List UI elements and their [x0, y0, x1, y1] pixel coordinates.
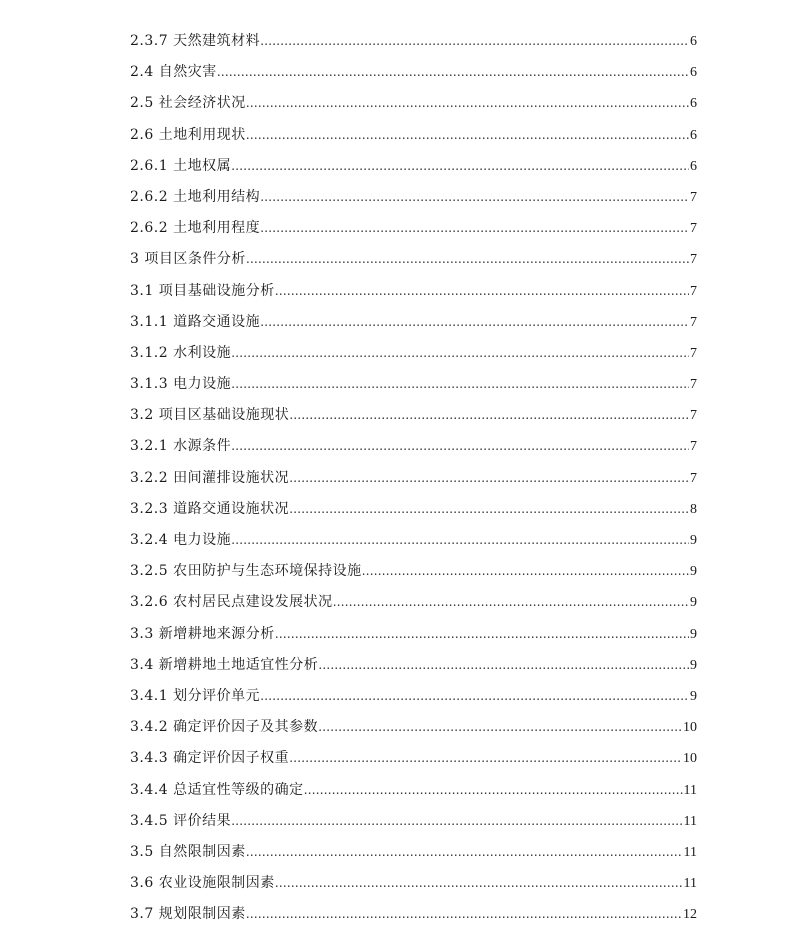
toc-dot-leader	[260, 307, 689, 338]
toc-entry[interactable]	[130, 868, 697, 899]
toc-entry[interactable]	[130, 88, 697, 119]
toc-entry-page-number: 10	[683, 720, 697, 736]
toc-dot-leader	[231, 806, 682, 837]
toc-dot-leader	[289, 494, 689, 525]
toc-entry[interactable]	[130, 57, 697, 88]
toc-entry-label: 3.4.2 确定评价因子及其参数	[130, 719, 319, 736]
toc-dot-leader	[289, 400, 689, 431]
toc-entry[interactable]	[130, 26, 697, 57]
toc-entry-label: 3.7 规划限制因素	[130, 906, 246, 923]
toc-entry-label: 3.1.1 道路交通设施	[130, 313, 261, 330]
toc-entry[interactable]	[130, 587, 697, 618]
toc-entry-label: 3.4.3 确定评价因子权重	[130, 750, 290, 767]
toc-dot-leader	[246, 244, 689, 275]
toc-dot-leader	[289, 463, 689, 494]
toc-entry-page-number: 11	[683, 876, 697, 892]
toc-entry[interactable]	[130, 743, 697, 774]
toc-entry-page-number: 12	[683, 907, 697, 923]
toc-entry-label: 2.6.1 土地权属	[130, 157, 232, 174]
toc-dot-leader	[231, 151, 689, 182]
toc-entry-page-number: 6	[690, 96, 697, 112]
toc-entry-page-number: 8	[690, 501, 697, 517]
toc-entry-page-number: 7	[690, 221, 697, 237]
toc-entry[interactable]	[130, 307, 697, 338]
table-of-contents	[130, 26, 697, 930]
toc-entry-page-number: 7	[690, 283, 697, 299]
toc-entry-label: 3.1.2 水利设施	[130, 344, 232, 361]
toc-entry-page-number: 6	[690, 158, 697, 174]
toc-entry-label: 3.2.4 电力设施	[130, 532, 232, 548]
toc-entry-page-number: 10	[683, 751, 697, 767]
toc-entry-label: 3.4.4 总适宜性等级的确定	[130, 781, 304, 798]
toc-entry-page-number: 9	[690, 564, 697, 580]
toc-dot-leader	[318, 650, 689, 681]
toc-entry-label: 3.4.1 划分评价单元	[130, 687, 261, 704]
toc-entry-label: 3.5 自然限制因素	[130, 843, 246, 860]
toc-entry-page-number: 11	[683, 844, 697, 860]
toc-entry[interactable]	[130, 463, 697, 494]
toc-entry-page-number: 9	[690, 595, 697, 611]
toc-entry[interactable]	[130, 400, 697, 431]
toc-dot-leader	[246, 837, 683, 868]
toc-entry-page-number: 7	[690, 189, 697, 205]
toc-entry-page-number: 11	[683, 813, 697, 829]
toc-entry-page-number: 7	[690, 345, 697, 361]
toc-entry-label: 3.4 新增耕地土地适宜性分析	[130, 656, 319, 673]
toc-entry-page-number: 9	[690, 657, 697, 673]
toc-entry[interactable]	[130, 681, 697, 712]
toc-entry[interactable]	[130, 431, 697, 462]
toc-dot-leader	[231, 525, 689, 556]
toc-dot-leader	[231, 369, 689, 400]
toc-entry[interactable]	[130, 369, 697, 400]
toc-dot-leader	[246, 899, 682, 930]
toc-entry-label: 3.2.1 水源条件	[130, 438, 232, 455]
toc-entry-page-number: 11	[683, 782, 697, 798]
toc-dot-leader	[217, 57, 689, 88]
toc-dot-leader	[231, 431, 689, 462]
toc-dot-leader	[275, 619, 689, 650]
toc-entry-label: 2.5 社会经济状况	[130, 95, 246, 112]
toc-entry-label: 3 项目区条件分析	[130, 251, 246, 268]
toc-dot-leader	[246, 88, 689, 119]
toc-entry[interactable]	[130, 712, 697, 743]
toc-entry-page-number: 7	[690, 252, 697, 268]
toc-entry[interactable]	[130, 244, 697, 275]
toc-entry-label: 3.6 农业设施限制因素	[130, 875, 275, 892]
toc-dot-leader	[246, 120, 689, 151]
toc-entry-label: 2.6.2 土地利用程度	[130, 220, 261, 237]
toc-entry[interactable]	[130, 213, 697, 244]
toc-entry[interactable]	[130, 650, 697, 681]
toc-entry[interactable]	[130, 151, 697, 182]
toc-entry-label: 3.2.6 农村居民点建设发展状况	[130, 594, 333, 611]
toc-entry[interactable]	[130, 494, 697, 525]
toc-entry-label: 3.2.3 道路交通设施状况	[130, 500, 290, 517]
toc-entry-page-number: 9	[690, 533, 697, 548]
toc-entry-page-number: 6	[690, 65, 697, 81]
toc-entry-page-number: 7	[690, 377, 697, 393]
toc-dot-leader	[260, 26, 689, 57]
toc-dot-leader	[275, 868, 683, 899]
toc-dot-leader	[260, 213, 689, 244]
toc-dot-leader	[231, 338, 689, 369]
toc-entry[interactable]	[130, 775, 697, 806]
toc-entry-label: 3.2.2 田间灌排设施状况	[130, 469, 290, 486]
toc-dot-leader	[318, 712, 682, 743]
toc-entry[interactable]	[130, 525, 697, 556]
toc-entry-page-number: 9	[690, 626, 697, 642]
toc-dot-leader	[362, 556, 689, 587]
toc-entry-page-number: 7	[690, 408, 697, 424]
toc-entry-label: 2.6 土地利用现状	[130, 126, 246, 143]
toc-entry-page-number: 7	[690, 314, 697, 330]
toc-entry-label: 3.1 项目基础设施分析	[130, 282, 275, 299]
toc-entry-page-number: 7	[690, 470, 697, 486]
toc-entry[interactable]	[130, 837, 697, 868]
toc-dot-leader	[275, 276, 689, 307]
toc-entry[interactable]	[130, 120, 697, 151]
toc-entry-label: 2.4 自然灾害	[130, 64, 217, 81]
toc-entry[interactable]	[130, 556, 697, 587]
toc-entry-label: 3.1.3 电力设施	[130, 376, 232, 393]
toc-entry-page-number: 6	[690, 34, 697, 49]
toc-entry-label: 3.3 新增耕地来源分析	[130, 625, 275, 642]
toc-entry[interactable]	[130, 338, 697, 369]
toc-dot-leader	[333, 587, 689, 618]
toc-entry[interactable]	[130, 806, 697, 837]
toc-entry-label: 2.3.7 天然建筑材料	[130, 33, 261, 49]
toc-dot-leader	[260, 182, 689, 213]
toc-entry[interactable]	[130, 619, 697, 650]
toc-entry-page-number: 7	[690, 439, 697, 455]
toc-entry-label: 2.6.2 土地利用结构	[130, 188, 261, 205]
toc-entry[interactable]	[130, 899, 697, 930]
toc-dot-leader	[304, 775, 683, 806]
toc-entry-page-number: 9	[690, 688, 697, 704]
toc-dot-leader	[260, 681, 689, 712]
toc-entry-label: 3.4.5 评价结果	[130, 812, 232, 829]
toc-entry-page-number: 6	[690, 127, 697, 143]
toc-entry[interactable]	[130, 276, 697, 307]
toc-entry[interactable]	[130, 182, 697, 213]
toc-dot-leader	[289, 743, 682, 774]
toc-entry-label: 3.2.5 农田防护与生态环境保持设施	[130, 563, 362, 580]
toc-entry-label: 3.2 项目区基础设施现状	[130, 407, 290, 424]
